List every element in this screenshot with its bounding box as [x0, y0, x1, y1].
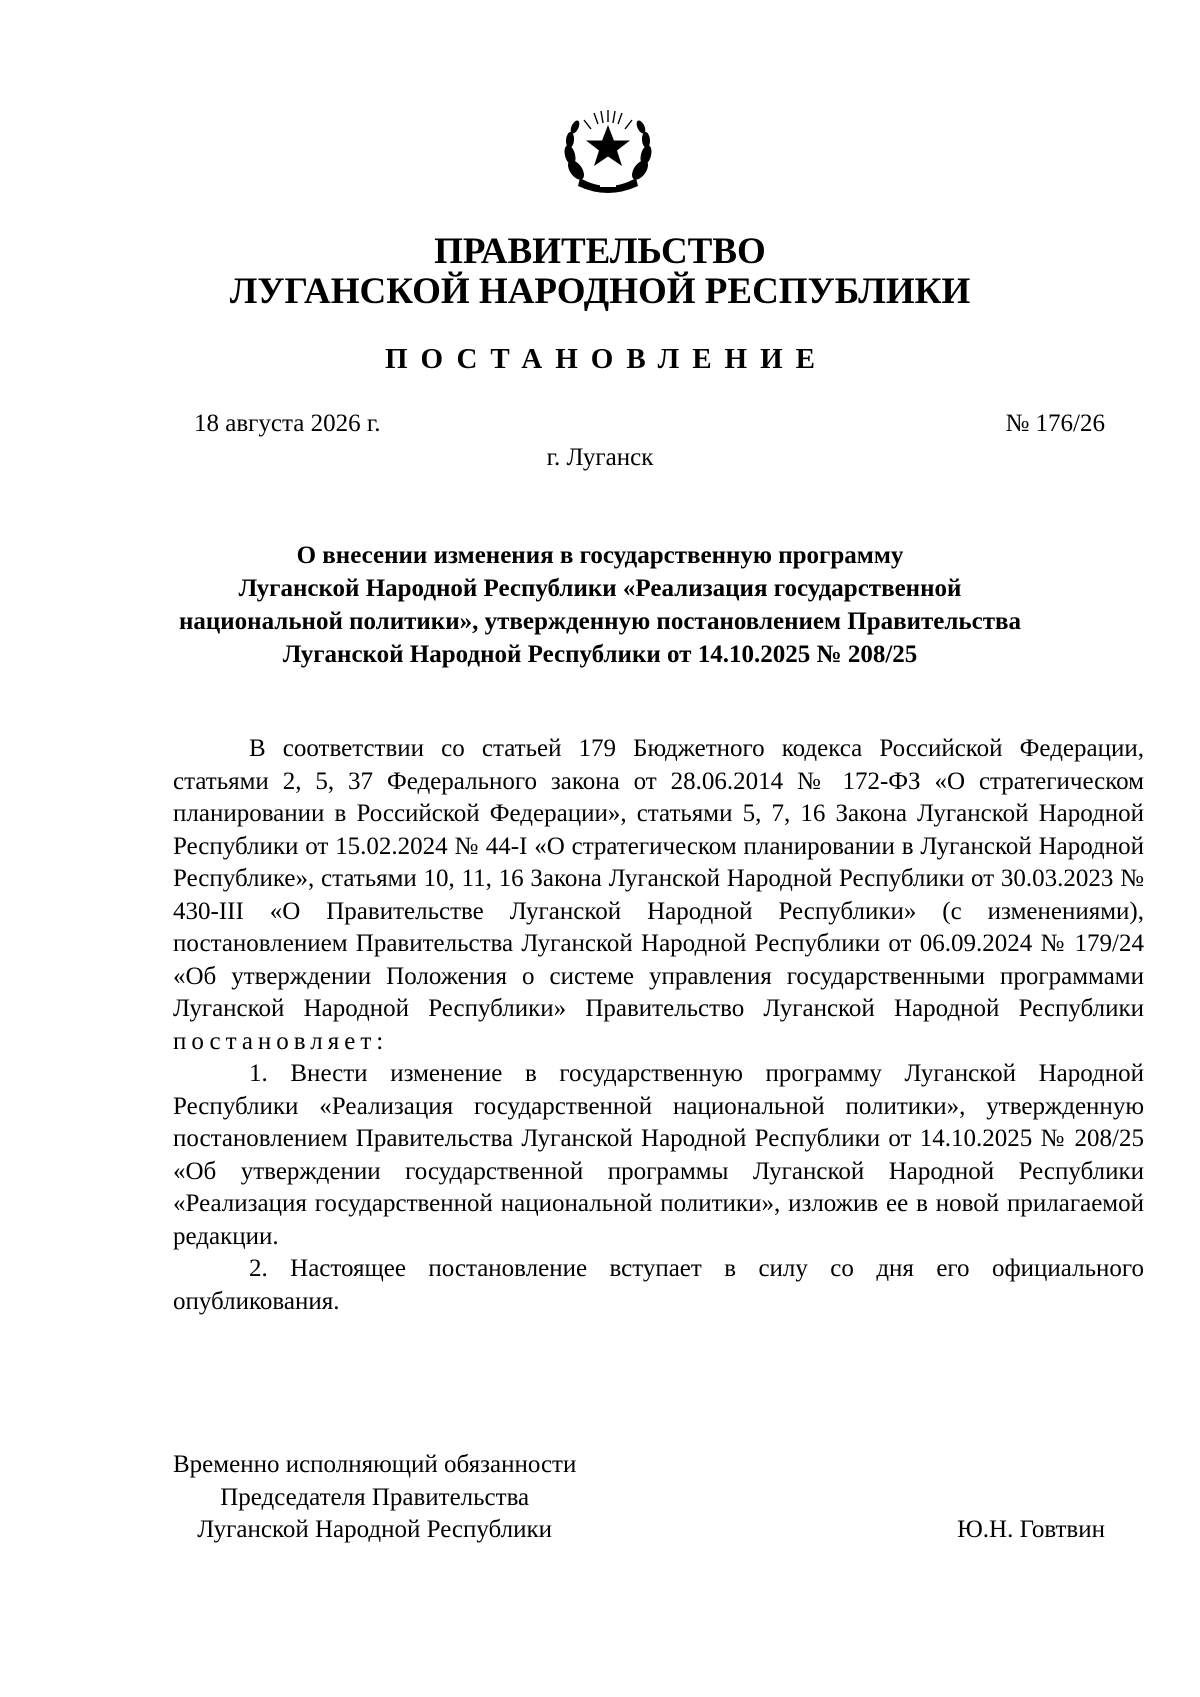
- title-line: Луганской Народной Республики «Реализация государственной: [238, 575, 962, 602]
- resolves-prefix: Правительство Луганской Народной Республики: [585, 995, 1144, 1022]
- document-city: г. Луганск: [546, 444, 654, 471]
- item-1-paragraph: 1. Внести изменение в государственную программу Луганской Народной Республики «Реализация государственной национальной политики», утвержденную постановлением Правительства Луганской Народной Республики от 14.10.2025 № 208/25 «Об утверждении государственной программы Луганской Народной Республики «Реализация государственной национальной политики», изложив ее в новой прилагаемой редакции.: [173, 1060, 1144, 1250]
- signatory-position: [173, 1449, 576, 1547]
- resolves-word: постановляет:: [173, 1027, 389, 1055]
- document-number: № 176/26: [1005, 410, 1105, 437]
- signatory-name: Ю.Н. Говтвин: [957, 1516, 1105, 1543]
- position-line: Луганской Народной Республики: [197, 1516, 553, 1543]
- document-type: ПОСТАНОВЛЕНИЕ: [384, 343, 828, 375]
- preamble-paragraph: [173, 733, 1144, 1058]
- position-line: Председателя Правительства: [220, 1483, 530, 1511]
- document-title: [150, 539, 1050, 671]
- organization-name-line1: ПРАВИТЕЛЬСТВО: [434, 231, 766, 272]
- item-2-paragraph: 2. Настоящее постановление вступает в силу со дня его официального опубликования.: [173, 1255, 1144, 1315]
- title-line: Луганской Народной Республики от 14.10.2025 № 208/25: [282, 641, 918, 668]
- preamble-text: В соответствии со статьей 179 Бюджетного кодекса Российской Федерации, статьями 2, 5, 37 Федерального закона от 28.06.2014 № 172-ФЗ «О стратегическом планировании в Российской Федерации», статьями 5, 7, 16 Закона Луганской Народной Республики от 15.02.2024 № 44-I «О стратегическом планировании в Луганской Народной Республике», статьями 10, 11, 16 Закона Луганской Народной Республики от 30.03.2023 № 430-III «О Правительстве Луганской Народной Республики» (с изменениями), постановлением Правительства Луганской Народной Республики от 06.09.2024 № 179/24 «Об утверждении Положения о системе управления государственными программами Луганской Народной Республики»: [173, 735, 1144, 1022]
- document-date: 18 августа 2026 г.: [194, 410, 381, 437]
- position-line: Временно исполняющий обязанности: [173, 1451, 577, 1478]
- document-body: [173, 733, 1144, 1318]
- organization-name-line2: ЛУГАНСКОЙ НАРОДНОЙ РЕСПУБЛИКИ: [229, 271, 971, 312]
- title-line: национальной политики», утвержденную постановлением Правительства: [178, 608, 1022, 635]
- coat-of-arms-emblem: [558, 100, 658, 200]
- title-line: О внесении изменения в государственную программу: [296, 542, 904, 569]
